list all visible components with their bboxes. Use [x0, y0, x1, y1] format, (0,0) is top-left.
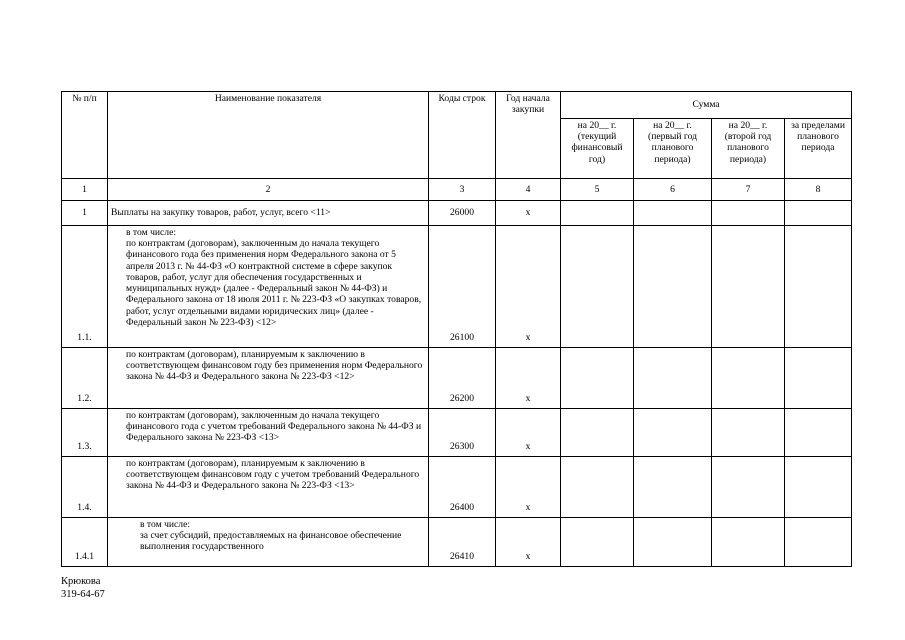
row-code: 26410: [429, 518, 496, 567]
row-sum-cell: [634, 226, 712, 348]
row-sum-cell: [785, 348, 852, 409]
row-sum-cell: [785, 457, 852, 518]
row-num: 1.3.: [62, 409, 108, 457]
header-sum-col-8: за пределами планового периода: [785, 119, 852, 179]
row-sum-cell: [561, 226, 634, 348]
row-code: 26300: [429, 409, 496, 457]
header-sum-col-6: на 20__ г. (первый год планового периода): [634, 119, 712, 179]
header-name: Наименование показателя: [108, 92, 429, 179]
col-number: 3: [429, 179, 496, 201]
footer-contact: [61, 575, 105, 601]
row-name: в том числе: за счет субсидий, предоставляемых на финансовое обеспечение выполнения государственного: [108, 518, 429, 567]
row-sum-cell: [561, 518, 634, 567]
col-number: 6: [634, 179, 712, 201]
row-sum-cell: [561, 348, 634, 409]
col-number: 2: [108, 179, 429, 201]
row-sum-cell: [712, 518, 785, 567]
row-name: по контрактам (договорам), заключенным до начала текущего финансового года с учетом требований Федерального закона № 44-ФЗ и Федерального закона № 223-ФЗ <13>: [108, 409, 429, 457]
row-sum-cell: [634, 518, 712, 567]
row-sum-cell: [634, 409, 712, 457]
table-row: [62, 409, 852, 457]
col-number: 5: [561, 179, 634, 201]
row-sum-cell: [712, 457, 785, 518]
row-year: х: [496, 226, 561, 348]
table-row: [62, 226, 852, 348]
row-num: 1.2.: [62, 348, 108, 409]
header-num: № п/п: [62, 92, 108, 179]
column-number-row: [62, 179, 852, 201]
row-sum-cell: [785, 201, 852, 226]
row-year: х: [496, 409, 561, 457]
header-year: Год начала закупки: [496, 92, 561, 179]
footer-phone: 319-64-67: [61, 589, 105, 600]
col-number: 1: [62, 179, 108, 201]
row-num: 1: [62, 201, 108, 226]
table-row: [62, 457, 852, 518]
procurement-table: [61, 91, 852, 567]
row-sum-cell: [712, 409, 785, 457]
row-num: 1.4.1: [62, 518, 108, 567]
col-number: 8: [785, 179, 852, 201]
row-sum-cell: [561, 457, 634, 518]
row-sum-cell: [634, 348, 712, 409]
row-sum-cell: [712, 348, 785, 409]
table-row: [62, 518, 852, 567]
footer-name: Крюкова: [61, 576, 101, 587]
row-code: 26100: [429, 226, 496, 348]
row-name: по контрактам (договорам), планируемым к заключению в соответствующем финансовом году без применения норм Федерального закона № 44-ФЗ и Федерального закона № 223-ФЗ <12>: [108, 348, 429, 409]
row-year: х: [496, 518, 561, 567]
header-sum-col-5: на 20__ г. (текущий финансовый год): [561, 119, 634, 179]
col-number: 4: [496, 179, 561, 201]
row-sum-cell: [785, 226, 852, 348]
row-code: 26400: [429, 457, 496, 518]
row-sum-cell: [785, 518, 852, 567]
row-sum-cell: [712, 201, 785, 226]
table-row: [62, 348, 852, 409]
header-sum-col-7: на 20__ г. (второй год планового периода): [712, 119, 785, 179]
row-sum-cell: [634, 201, 712, 226]
col-number: 7: [712, 179, 785, 201]
row-year: х: [496, 457, 561, 518]
row-sum-cell: [561, 201, 634, 226]
table-row: [62, 201, 852, 226]
row-sum-cell: [785, 409, 852, 457]
row-num: 1.1.: [62, 226, 108, 348]
row-name: по контрактам (договорам), планируемым к заключению в соответствующем финансовом году с учетом требований Федерального закона № 44-ФЗ и Федерального закона № 223-ФЗ <13>: [108, 457, 429, 518]
row-num: 1.4.: [62, 457, 108, 518]
row-sum-cell: [634, 457, 712, 518]
header-sum: Сумма: [561, 92, 852, 119]
row-code: 26200: [429, 348, 496, 409]
row-sum-cell: [561, 409, 634, 457]
header-row: [62, 92, 852, 119]
row-code: 26000: [429, 201, 496, 226]
row-sum-cell: [712, 226, 785, 348]
row-name: Выплаты на закупку товаров, работ, услуг, всего <11>: [108, 201, 429, 226]
row-year: х: [496, 348, 561, 409]
row-year: х: [496, 201, 561, 226]
header-code: Коды строк: [429, 92, 496, 179]
row-name: в том числе: по контрактам (договорам), заключенным до начала текущего финансового года без применения норм Федерального закона от 5 апреля 2013 г. № 44-ФЗ «О контрактной системе в сфере закупок товаров, работ, услуг для обеспечения государственных и муниципальных нужд» (далее - Федеральный закон № 44-ФЗ) и Федерального закона от 18 июля 2011 г. № 223-ФЗ «О закупках товаров, работ, услуг отдельными видами юридических лиц» (далее - Федеральный закон № 223-ФЗ) <12>: [108, 226, 429, 348]
